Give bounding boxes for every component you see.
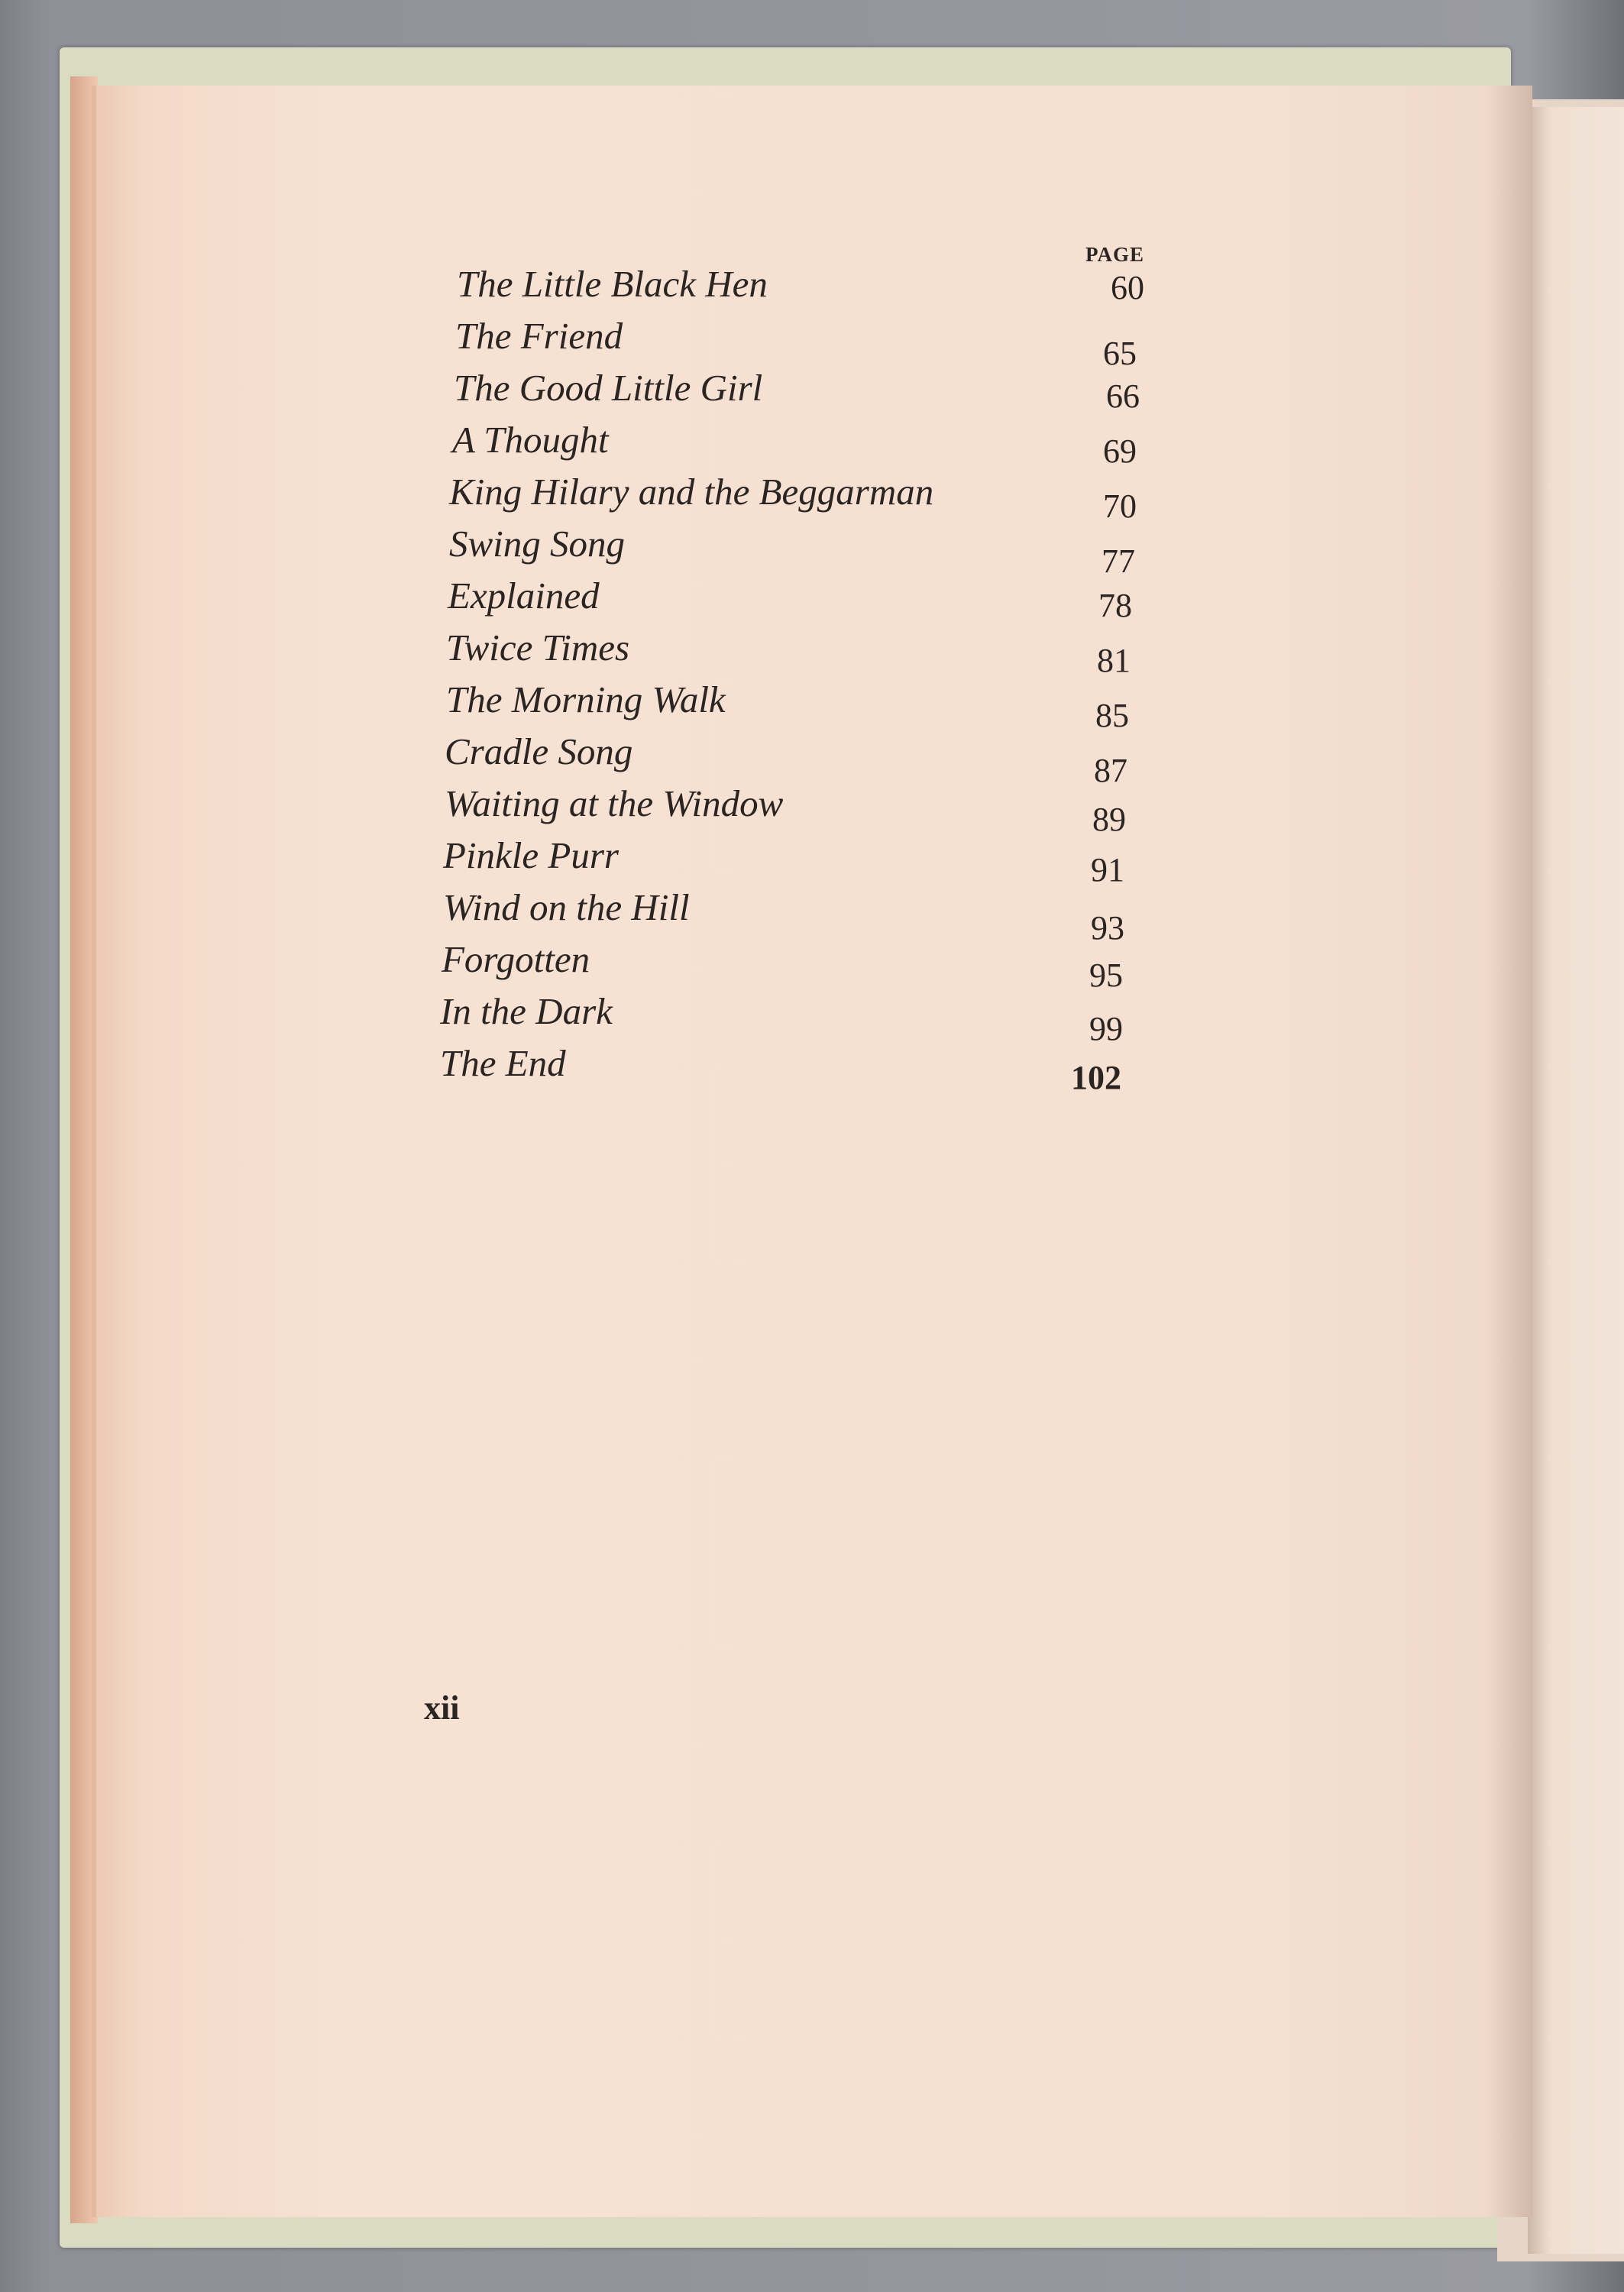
toc-entry	[0, 730, 1146, 789]
toc-entry-title: The Friend	[455, 315, 623, 357]
toc-entry-title: In the Dark	[440, 990, 613, 1032]
toc-entry-page: 93	[1091, 909, 1124, 947]
toc-entry-page: 99	[1089, 1010, 1123, 1047]
toc-entry-page: 70	[1103, 487, 1137, 525]
toc-entry-title: Swing Song	[449, 523, 626, 565]
toc-entry-title: The Little Black Hen	[457, 263, 768, 305]
toc-entry-page: 60	[1111, 269, 1144, 306]
toc-entry-page: 66	[1106, 377, 1140, 415]
toc-entry-page: 69	[1103, 432, 1137, 470]
toc-entry	[0, 522, 1146, 580]
toc-entry	[0, 418, 1146, 470]
toc-entry-page: 95	[1089, 957, 1123, 994]
toc-entry-title: Wind on the Hill	[443, 886, 690, 928]
toc-entry-page: 89	[1092, 801, 1126, 838]
page-folio-number: xii	[424, 1689, 460, 1727]
toc-entry-title: Twice Times	[446, 626, 630, 668]
toc-entry	[0, 782, 1146, 838]
toc-entry-page: 85	[1095, 697, 1129, 734]
toc-entry	[0, 834, 1146, 889]
toc-entry	[0, 1041, 1146, 1096]
toc-entry-title: Waiting at the Window	[445, 782, 784, 824]
toc-entry	[0, 314, 1146, 372]
toc-entry-page: 91	[1091, 851, 1124, 889]
toc-entry-title: Forgotten	[442, 938, 590, 980]
toc-entry-title: Pinkle Purr	[443, 834, 619, 876]
toc-entry-title: King Hilary and the Beggarman	[449, 471, 934, 513]
toc-entry	[0, 885, 1146, 947]
toc-entry	[0, 366, 1146, 418]
toc-entry	[0, 678, 1146, 734]
toc-entry	[0, 262, 1146, 314]
toc-entry-title: The End	[440, 1042, 566, 1084]
toc-entry-page: 77	[1102, 542, 1135, 580]
toc-entry-title: Explained	[448, 575, 600, 617]
toc-entry-page: 78	[1098, 587, 1132, 624]
toc-entry-page: 81	[1097, 642, 1131, 679]
toc-entry	[0, 937, 1146, 994]
toc-entry	[0, 574, 1146, 626]
toc-entry-title: Cradle Song	[445, 730, 633, 772]
toc-entry	[0, 989, 1146, 1047]
toc-entry-page: 65	[1103, 335, 1137, 372]
toc-entry	[0, 626, 1146, 678]
page-column-header: PAGE	[1085, 243, 1144, 266]
toc-entry-page: 87	[1094, 752, 1127, 789]
toc-entry	[0, 470, 1146, 525]
toc-entry-title: The Good Little Girl	[454, 367, 763, 409]
toc-entry-title: A Thought	[452, 419, 609, 461]
toc-entry-title: The Morning Walk	[446, 678, 726, 720]
toc-entry-page: 102	[1071, 1059, 1121, 1096]
